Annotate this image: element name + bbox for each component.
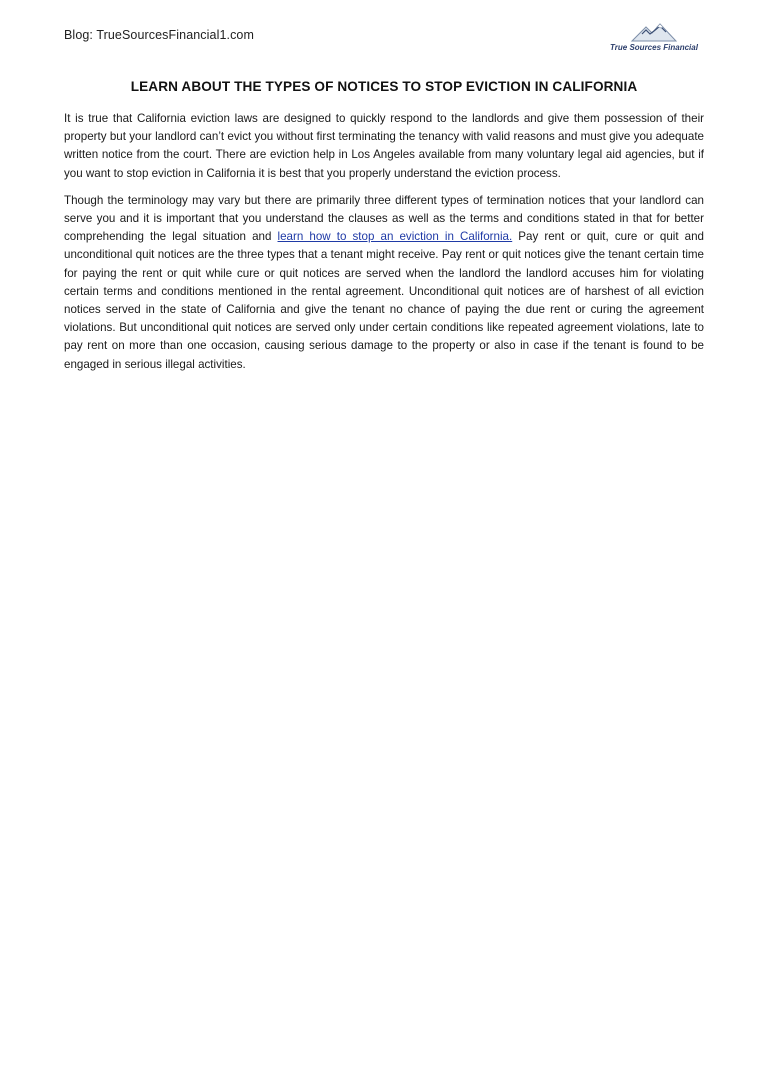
stop-eviction-link[interactable]: learn how to stop an eviction in California. — [277, 230, 513, 244]
paragraph-notice-types — [64, 192, 704, 374]
logo-wordmark: True Sources Financial — [610, 43, 698, 52]
paragraph-text-after-link: Pay rent or quit, cure or quit and unconditional quit notices are the three types that a tenant might receive. Pay rent or quit notices give the tenant certain time for paying the rent or quit while cure or quit notices are served when the landlord the landlord accuses him for violating certain terms and conditions mentioned in the rental agreement. Unconditional quit notices are of harshest of all eviction notices served in the state of California and give the tenant no chance of paying the due rent or curing the agreement violations. But unconditional quit notices are served only under certain conditions like repeated agreement violations, late to pay rent on more than one occasion, causing serious damage to the property or also in case if the tenant is found to be engaged in serious illegal activities. — [64, 230, 704, 371]
company-logo — [604, 22, 704, 52]
blog-url-label: Blog: TrueSourcesFinancial1.com — [64, 28, 254, 42]
page-title: LEARN ABOUT THE TYPES OF NOTICES TO STOP EVICTION IN CALIFORNIA — [130, 79, 638, 94]
paragraph-intro: It is true that California eviction laws are designed to quickly respond to the landlords and give them possession of their property but your landlord can’t evict you without first terminating the tenancy with valid reasons and must give you adequate written notice from the court. There are eviction help in Los Angeles available from many voluntary legal aid agencies, but if you want to stop eviction in California it is best that you properly understand the eviction process. — [64, 112, 704, 180]
page-header — [64, 22, 704, 54]
article-body — [64, 110, 704, 383]
mountain-logo-icon — [630, 22, 678, 42]
paragraph-text-before-link: Though the terminology may vary but there are primarily three different types of termination notices that your landlord can serve you and it is important that you understand the clauses as well as the terms and conditions stated in that for better comprehending the legal situation and — [64, 193, 704, 244]
